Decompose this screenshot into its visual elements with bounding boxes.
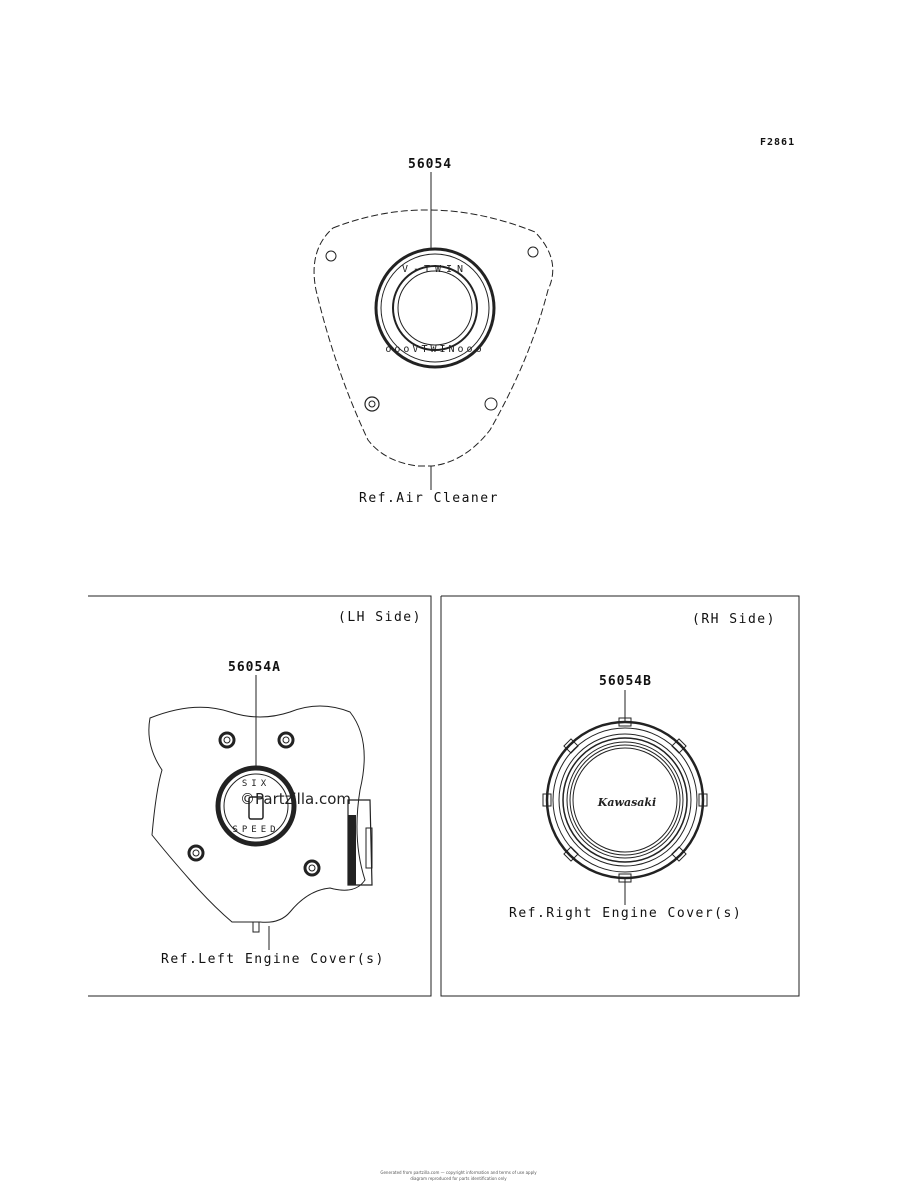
footer-line-1: Generated from partzilla.com — copyright information and terms of use apply: [380, 1170, 537, 1175]
figure-code: F2861: [760, 137, 796, 148]
svg-text:SIX: SIX: [241, 779, 271, 789]
ref-air-cleaner-label: Ref.Air Cleaner: [359, 491, 499, 506]
copyright-icon: ©: [240, 790, 255, 808]
rh-side-label: (RH Side): [692, 612, 776, 627]
part-number-56054a[interactable]: 56054A: [228, 660, 281, 675]
air-cleaner-cover-drawing: [314, 172, 553, 490]
lh-side-label: (LH Side): [338, 610, 422, 625]
part-number-56054[interactable]: 56054: [408, 157, 453, 172]
ref-left-engine-cover-label: Ref.Left Engine Cover(s): [161, 952, 385, 967]
kawasaki-logo: Kawasaki: [597, 796, 657, 809]
svg-text:SPEED: SPEED: [232, 825, 280, 835]
svg-text:oooVTWINooo: oooVTWINooo: [385, 344, 485, 355]
part-number-56054b[interactable]: 56054B: [599, 674, 652, 689]
panel-frames: [88, 596, 799, 996]
right-engine-cover-drawing: [543, 690, 707, 905]
partzilla-watermark: ©Partzilla.com: [240, 790, 351, 808]
svg-text:V-TWIN: V-TWIN: [401, 264, 469, 275]
left-engine-cover-drawing: [149, 675, 372, 950]
ref-right-engine-cover-label: Ref.Right Engine Cover(s): [509, 906, 743, 921]
footer-line-2: diagram reproduced for parts identification only: [410, 1176, 507, 1181]
